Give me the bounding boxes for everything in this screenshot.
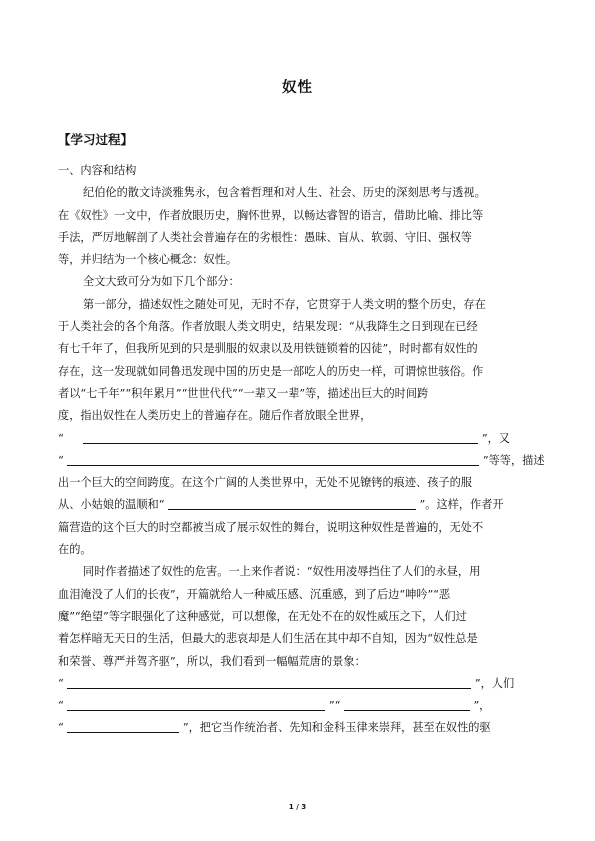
paragraph-line: 篇营造的这个巨大的时空都被当成了展示奴性的舞台，说明这种奴性是普遍的，无处不 bbox=[58, 520, 484, 534]
answer-blank[interactable] bbox=[168, 496, 416, 510]
fill-in-line bbox=[58, 717, 528, 739]
fill-in-line bbox=[58, 695, 528, 717]
answer-blank[interactable] bbox=[67, 675, 471, 689]
paragraph-line: 一、内容和结构 bbox=[58, 164, 137, 177]
answer-blank[interactable] bbox=[67, 719, 179, 733]
answer-blank[interactable] bbox=[344, 697, 470, 711]
fill-in-line bbox=[58, 494, 528, 516]
paragraph-line: 存在，这一发现就如同鲁迅发现中国的历史是一部吃人的历史一样，可谓惊世骇俗。作 bbox=[58, 364, 484, 378]
answer-blank[interactable] bbox=[67, 697, 325, 711]
document-title: 奴性 bbox=[282, 80, 313, 96]
paragraph-line: 于人类社会的各个角落。作者放眼人类文明史，结果发现：“从我降生之日到现在已经 bbox=[58, 320, 478, 334]
quote-close: ”，又 bbox=[481, 431, 510, 445]
answer-blank[interactable] bbox=[67, 452, 479, 466]
quote-open: “ bbox=[58, 453, 64, 467]
quote-mid: ”“ bbox=[328, 699, 341, 713]
paragraph-line: 第一部分，描述奴性之随处可见，无时不存，它贯穿于人类文明的整个历史，存在 bbox=[83, 297, 486, 311]
fill-in-line bbox=[58, 428, 528, 450]
answer-blank[interactable] bbox=[83, 430, 478, 444]
paragraph-line: 出一个巨大的空间跨度。在这个广阔的人类世界中，无处不见镣铐的痕迹、孩子的服 bbox=[58, 476, 472, 490]
quote-open: “ bbox=[58, 676, 64, 690]
paragraph-line: 和荣誉、尊严并驾齐驱”，所以，我们看到一幅幅荒唐的景象： bbox=[58, 654, 366, 668]
paragraph-line: 血泪淹没了人们的长夜”，开篇就给人一种威压感、沉重感，到了后边“呻吟”“恶 bbox=[58, 587, 451, 601]
fill-in-line bbox=[58, 450, 545, 472]
quote-close: ”，人们 bbox=[474, 676, 515, 690]
quote-close: ”， bbox=[473, 699, 491, 713]
quote-open: “ bbox=[58, 431, 64, 445]
paragraph-line: 纪伯伦的散文诗淡雅隽永，包含着哲理和对人生、社会、历史的深刻思考与透视。 bbox=[83, 186, 486, 200]
paragraph-line: 有七千年了，但我所见到的只是驯服的奴隶以及用铁链锁着的囚徒”，时时都有奴性的 bbox=[58, 342, 478, 356]
body-text bbox=[58, 160, 545, 740]
paragraph-line: 在的。 bbox=[58, 543, 92, 557]
paragraph-line: 魔”“绝望”等字眼强化了这种感觉，可以想像，在无处不在的奴性威压之下，人们过 bbox=[58, 609, 467, 623]
quote-open: “ bbox=[58, 699, 64, 713]
paragraph-line: 度，指出奴性在人类历史上的普遍存在。随后作者放眼全世界， bbox=[58, 409, 372, 423]
fill-in-line bbox=[58, 673, 528, 695]
paragraph-line: 手法，严厉地解剖了人类社会普遍存在的劣根性：愚昧、盲从、软弱、守旧、强权等 bbox=[58, 230, 472, 244]
paragraph-line: 在《奴性》一文中，作者放眼历史，胸怀世界，以畅达睿智的语言，借助比喻、排比等 bbox=[58, 208, 484, 222]
paragraph-line: 同时作者描述了奴性的危害。一上来作者说：“奴性用凌辱挡住了人们的永昼，用 bbox=[83, 565, 481, 579]
page-number: 1 / 3 bbox=[288, 803, 307, 811]
paragraph-line: 全文大致可分为如下几个部分： bbox=[83, 275, 240, 289]
paragraph-line: 者以“七千年”“积年累月”“世世代代”“一辈又一辈”等，描述出巨大的时间跨 bbox=[58, 386, 429, 400]
quote-open: “ bbox=[58, 721, 64, 735]
paragraph-line: 等，并归结为一个核心概念：奴性。 bbox=[58, 253, 238, 267]
section-heading: 【学习过程】 bbox=[58, 132, 134, 147]
paragraph-line: 着怎样暗无天日的生活，但最大的悲哀却是人们生活在其中却不自知，因为“奴性总是 bbox=[58, 632, 478, 646]
line-text: ”。这样，作者开 bbox=[419, 498, 504, 512]
quote-close: ”等等，描述 bbox=[482, 453, 545, 467]
line-text: ”，把它当作统治者、先知和金科玉律来崇拜，甚至在奴性的驱 bbox=[182, 721, 491, 735]
line-text: 从、小姑娘的温顺和“ bbox=[58, 498, 165, 512]
